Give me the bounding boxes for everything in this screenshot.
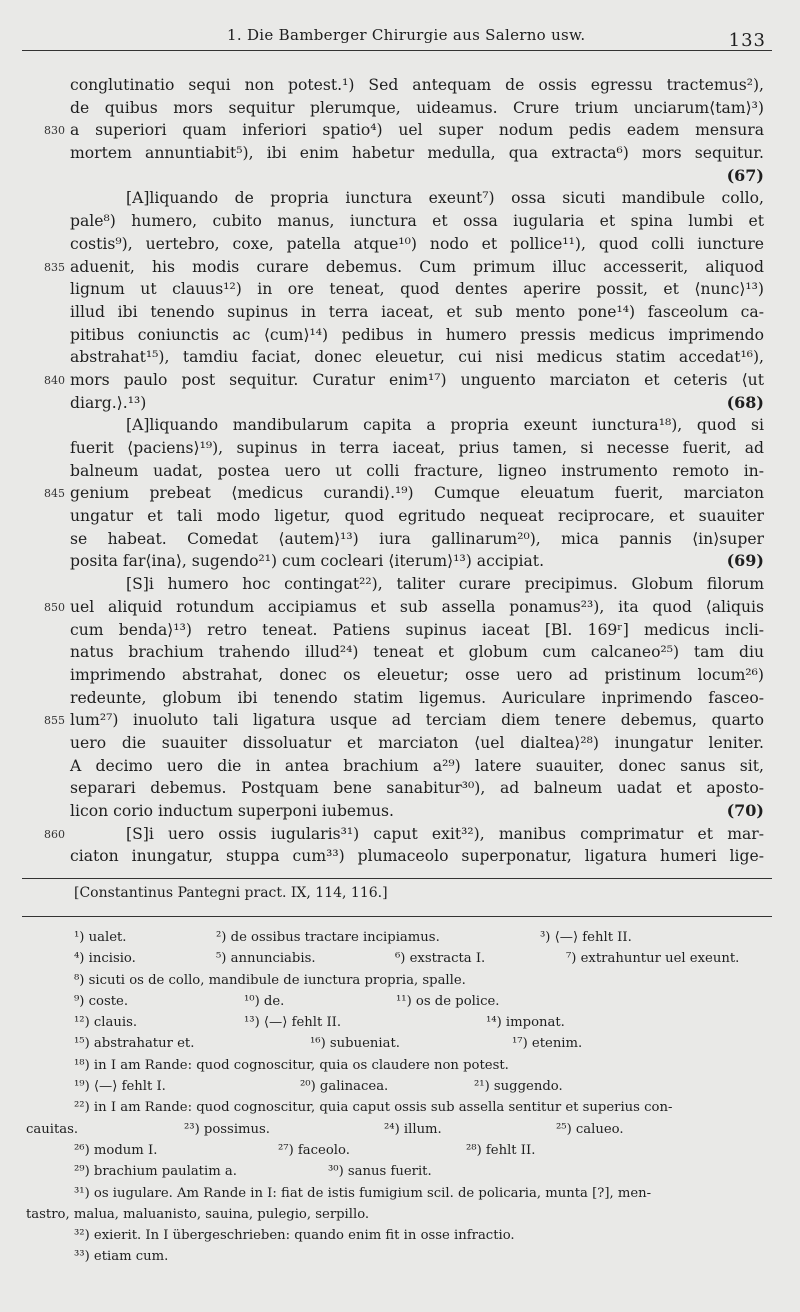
text-line [70, 210, 764, 233]
text-line [70, 346, 764, 369]
divider [22, 916, 772, 917]
footnote: ³) ⟨—⟩ fehlt II. [540, 930, 632, 945]
footnote-line [0, 1141, 800, 1162]
line-text: fuerit ⟨paciens⟩¹⁹), supinus in terra iaceat, prius tamen, si necesse fuerit, ad [70, 439, 764, 457]
divider [22, 878, 772, 879]
footnote-line [0, 1162, 800, 1183]
text-line [70, 664, 764, 687]
text-line [44, 256, 764, 279]
text-line [70, 324, 764, 347]
line-text: [A]liquando de propria iunctura exeunt⁷) ossa sicuti mandibule collo, [126, 189, 764, 208]
running-header [22, 24, 772, 51]
footnotes [0, 928, 800, 1269]
footnote: ⁶) exstracta I. [395, 951, 486, 967]
footnote: ¹³) ⟨—⟩ fehlt II. [244, 1015, 342, 1031]
text-line [70, 505, 764, 528]
text-line [70, 573, 764, 596]
footnote: ²¹) suggendo. [474, 1079, 563, 1095]
section-number: (67) [726, 165, 764, 185]
footnote: ²) de ossibus tractare incipiamus. [216, 930, 440, 945]
text-line [70, 187, 764, 210]
text-line [70, 528, 764, 551]
text-line [70, 777, 764, 800]
text-line [44, 596, 764, 619]
line-number: 855 [44, 714, 65, 728]
footnote: ¹⁷) etenim. [512, 1036, 583, 1052]
section-number: (70) [726, 801, 764, 820]
footnote-line [0, 1013, 800, 1034]
text-line [70, 74, 764, 97]
line-text: mortem annuntiabit⁵), ibi enim habetur medulla, qua extracta⁶) mors sequitur. [70, 144, 764, 163]
footnote: ²⁶) modum I. [74, 1142, 158, 1158]
text-line [70, 301, 764, 324]
text-line [70, 641, 764, 664]
footnote-line [0, 1077, 800, 1098]
footnote-line [0, 992, 800, 1013]
text-line [70, 845, 764, 868]
text-line [44, 823, 764, 846]
text-line [70, 278, 764, 301]
footnote: ¹²) clauis. [74, 1015, 138, 1031]
line-text: pale⁸) humero, cubito manus, iunctura et ossa iugularia et spina lumbi et [70, 212, 764, 231]
line-text: a superiori quam inferiori spatio⁴) uel super nodum pedis eadem mensura [70, 121, 764, 140]
line-text: de quibus mors sequitur plerumque, uideamus. Crure trium unciarum⟨tam⟩³) [70, 98, 764, 117]
footnote: ¹⁴) imponat. [486, 1015, 565, 1031]
line-text: balneum uadat, postea uero ut colli fracture, ligneo instrumento remoto in- [70, 461, 764, 480]
text-line [70, 437, 764, 460]
line-text: illud ibi tenendo supinus in terra iaceat, et sub mento pone¹⁴) fasceolum ca- [70, 302, 764, 321]
text-line [70, 233, 764, 256]
text-line [44, 369, 764, 392]
line-text: posita far⟨ina⟩, sugendo²¹) cum cocleari ⟨iterum⟩¹³) accipiat. [70, 552, 545, 571]
footnote-line [0, 949, 800, 970]
line-text: abstrahat¹⁵), tamdiu faciat, donec eleuetur, cui nisi medicus statim accedat¹⁶), [70, 348, 764, 367]
footnote: ⁵) annunciabis. [216, 951, 316, 967]
footnote-line [0, 1184, 800, 1205]
footnote-line [0, 971, 800, 992]
section-number: (69) [726, 551, 764, 571]
footnote: ²⁷) faceolo. [278, 1142, 350, 1158]
main-text [0, 74, 800, 868]
text-line [70, 97, 764, 120]
footnote-line [0, 928, 800, 949]
footnote: ²⁹) brachium paulatim a. [74, 1164, 237, 1180]
text-line [70, 732, 764, 755]
line-text: redeunte, globum ibi tenendo statim ligemus. Auriculare inprimendo fasceo- [70, 688, 764, 707]
text-line [44, 709, 764, 732]
line-text: lum²⁷) inuoluto tali ligatura usque ad terciam diem tenere debemus, quarto [70, 711, 764, 730]
footnote: ²⁴) illum. [384, 1121, 442, 1137]
footnote: ³⁰) sanus fuerit. [328, 1164, 432, 1180]
footnote: ⁸) sicuti os de collo, mandibule de iunctura propria, spalle. [74, 972, 466, 988]
line-text: lignum ut clauus¹²) in ore teneat, quod dentes aperire possit, et ⟨nunc⟩¹³) [70, 280, 764, 299]
source-note: [Constantinus Pantegni pract. IX, 114, 116.] [74, 885, 388, 901]
line-text: natus brachium trahendo illud²⁴) teneat et globum cum calcaneo²⁵) tam diu [70, 643, 764, 662]
text-line [70, 619, 764, 642]
footnote: ²⁸) fehlt II. [466, 1142, 536, 1158]
line-text: A decimo uero die in antea brachium a²⁹) latere suauiter, donec sanus sit, [70, 756, 764, 775]
line-text: diarg.⟩.¹³) [70, 393, 147, 412]
line-text: se habeat. Comedat ⟨autem⟩¹³) iura gallinarum²⁰), mica pannis ⟨in⟩super [70, 529, 764, 548]
footnote: ²⁵) calueo. [556, 1121, 624, 1137]
footnote: ⁷) extrahuntur uel exeunt. [566, 951, 740, 967]
text-line [70, 142, 764, 165]
line-text: ungatur et tali modo ligetur, quod egritudo nequeat reciprocare, et suauiter [70, 507, 764, 526]
line-number: 850 [44, 600, 65, 614]
line-text: conglutinatio sequi non potest.¹) Sed antequam de ossis egressu tractemus²), [70, 76, 764, 94]
footnote: ¹⁶) subueniat. [310, 1036, 400, 1052]
text-line [44, 482, 764, 505]
line-text: separari debemus. Postquam bene sanabitur³⁰), ad balneum uadat et aposto- [70, 779, 764, 798]
text-line [70, 800, 764, 823]
footnote: ³³) etiam cum. [74, 1249, 169, 1265]
running-title: 1. Die Bamberger Chirurgie aus Salerno usw. [227, 26, 586, 44]
line-text: imprimendo abstrahat, donec os eleuetur; osse uero ad pristinum locum²⁶) [70, 665, 764, 684]
footnote: ¹¹) os de police. [396, 993, 500, 1009]
footnote: cauitas. [26, 1121, 79, 1137]
line-text: genium prebeat ⟨medicus curandi⟩.¹⁹) Cumque eleuatum fuerit, marciaton [70, 484, 764, 503]
line-number: 845 [44, 487, 65, 501]
text-line [70, 414, 764, 437]
footnote-line [0, 1034, 800, 1055]
line-text: licon corio inductum superponi iubemus. [70, 802, 394, 820]
line-text: uero die suauiter dissoluatur et marciaton ⟨uel dialtea⟩²⁸) inungatur leniter. [70, 733, 764, 752]
text-line [70, 165, 764, 188]
footnote-line [0, 1120, 800, 1141]
line-number: 840 [44, 373, 65, 387]
line-number: 835 [44, 260, 65, 274]
footnote: tastro, malua, maluanisto, sauina, pulegio, serpillo. [26, 1206, 370, 1222]
line-number: 860 [44, 827, 65, 841]
text-line [70, 550, 764, 573]
text-line [70, 755, 764, 778]
footnote-line [0, 1205, 800, 1226]
line-text: costis⁹), uertebro, coxe, patella atque¹⁰) nodo et pollice¹¹), quod colli iuncture [70, 234, 764, 253]
text-line [70, 687, 764, 710]
footnote-line [0, 1056, 800, 1077]
line-text: ciaton inungatur, stuppa cum³³) plumaceolo superponatur, ligatura humeri lige- [70, 847, 764, 866]
line-text: [A]liquando mandibularum capita a propria exeunt iunctura¹⁸), quod si [126, 416, 764, 435]
line-number: 830 [44, 124, 65, 138]
section-number: (68) [726, 392, 764, 412]
text-line [70, 392, 764, 415]
line-text: [S]i humero hoc contingat²²), taliter curare precipimus. Globum filorum [126, 575, 764, 594]
line-text: [S]i uero ossis iugularis³¹) caput exit³²), manibus comprimatur et mar- [126, 824, 764, 843]
page-number: 133 [728, 30, 766, 51]
footnote: ⁴) incisio. [74, 951, 136, 967]
footnote: ⁹) coste. [74, 993, 129, 1009]
footnote: ³²) exierit. In I übergeschrieben: quando enim fit in osse infractio. [74, 1228, 515, 1244]
line-text: uel aliquid rotundum accipiamus et sub assella ponamus²³), ita quod ⟨aliquis [70, 597, 764, 616]
footnote: ¹⁸) in I am Rande: quod cognoscitur, quia os claudere non potest. [74, 1057, 509, 1073]
footnote: ²⁰) galinacea. [300, 1079, 389, 1095]
footnote-line [0, 1098, 800, 1119]
text-line [70, 460, 764, 483]
footnote: ¹) ualet. [74, 930, 127, 945]
footnote: ¹⁰) de. [244, 993, 285, 1009]
footnote: ²³) possimus. [184, 1121, 271, 1137]
line-text: cum benda⟩¹³) retro teneat. Patiens supinus iaceat [Bl. 169ʳ] medicus incli- [70, 620, 764, 639]
footnote-line [0, 1247, 800, 1268]
line-text: aduenit, his modis curare debemus. Cum primum illuc accesserit, aliquod [70, 257, 764, 276]
text-line [44, 119, 764, 142]
footnote: ¹⁵) abstrahatur et. [74, 1036, 195, 1052]
footnote: ³¹) os iugulare. Am Rande in I: fiat de istis fumigium scil. de policaria, munta [?], men- [74, 1185, 652, 1201]
line-text: mors paulo post sequitur. Curatur enim¹⁷) unguento marciaton et ceteris ⟨ut [70, 370, 764, 389]
footnote: ²²) in I am Rande: quod cognoscitur, quia caput ossis sub assella sentitur et superius con- [74, 1100, 673, 1116]
line-text: pitibus coniunctis ac ⟨cum⟩¹⁴) pedibus in humero pressis medicus imprimendo [70, 325, 764, 344]
footnote-line [0, 1226, 800, 1247]
footnote: ¹⁹) ⟨—⟩ fehlt I. [74, 1079, 166, 1095]
